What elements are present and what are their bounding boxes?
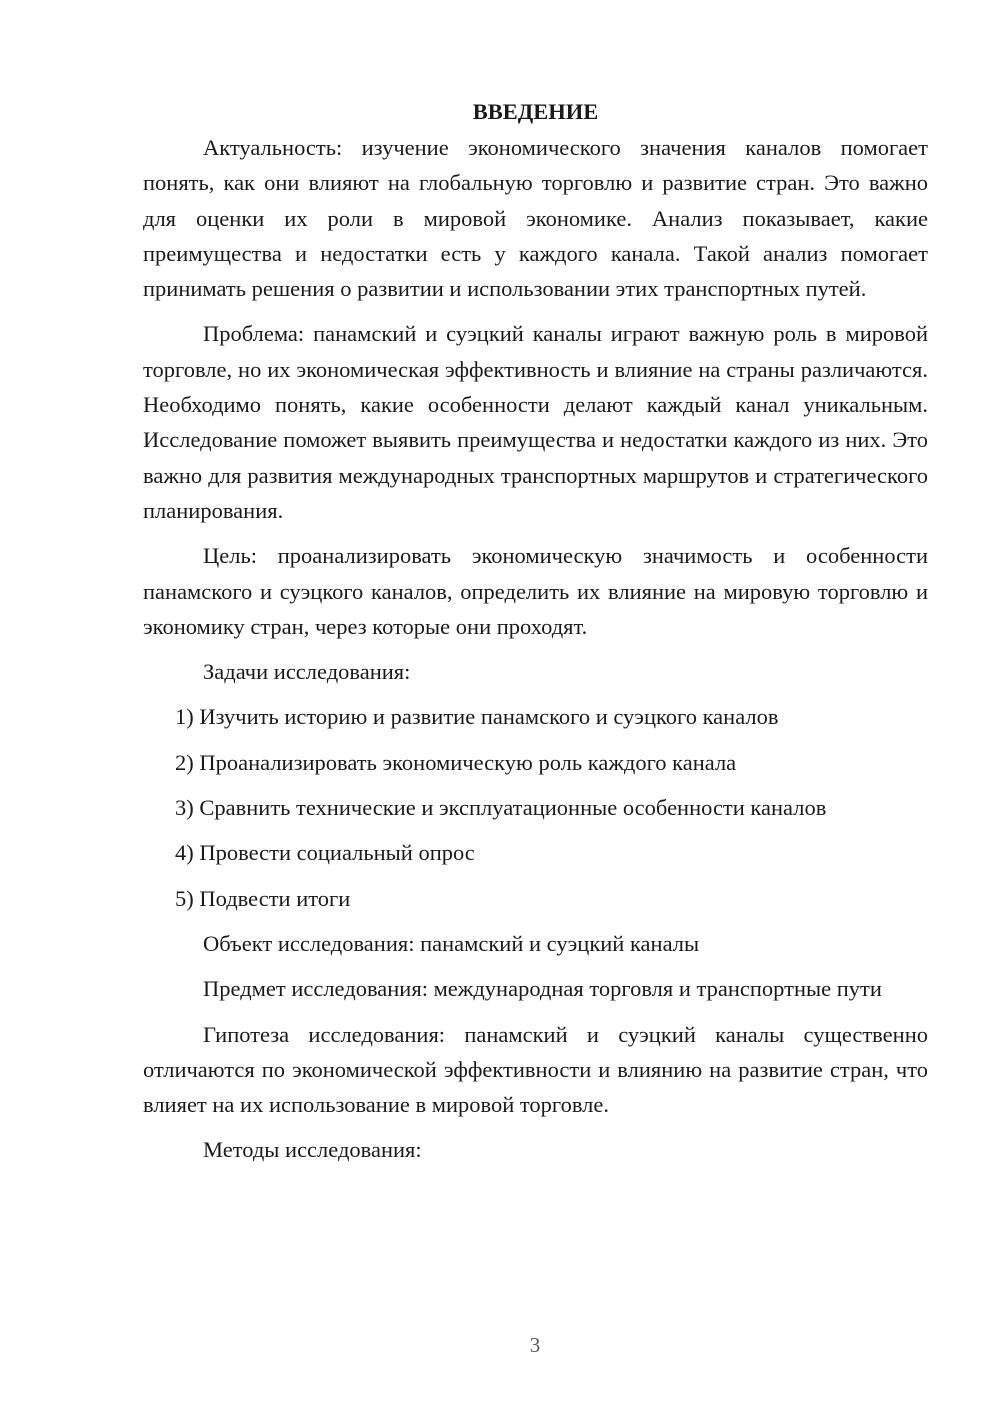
- page-number: 3: [529, 1333, 541, 1357]
- list-item: 2) Проанализировать экономическую роль каждого канала: [175, 749, 737, 775]
- list-item: 3) Сравнить технические и эксплуатационные особенности каналов: [175, 795, 827, 821]
- subject-paragraph: Предмет исследования: международная торговля и транспортные пути: [203, 976, 882, 1002]
- page-content: [143, 94, 928, 1178]
- list-item: 1) Изучить историю и развитие панамского и суэцкого каналов: [175, 704, 779, 730]
- list-item: 4) Провести социальный опрос: [175, 840, 475, 866]
- methods-heading: Методы исследования:: [203, 1137, 422, 1163]
- tasks-list: [143, 699, 928, 915]
- tasks-heading: Задачи исследования:: [203, 659, 411, 685]
- relevance-paragraph: Актуальность: изучение экономического значения каналов помогает понять, как они влияют на глобальную торговлю и развитие стран. Это важно для оценки их роли в мировой экономике. Анализ показывает, какие преимущества и недостатки есть у каждого канала. Такой анализ помогает принимать решения о развитии и использовании этих транспортных путей.: [143, 135, 928, 302]
- object-paragraph: Объект исследования: панамский и суэцкий каналы: [203, 930, 700, 956]
- list-item: 5) Подвести итоги: [175, 885, 351, 911]
- section-title: ВВЕДЕНИЕ: [472, 99, 599, 124]
- hypothesis-paragraph: Гипотеза исследования: панамский и суэцкий каналы существенно отличаются по экономической эффективности и влиянию на развитие стран, что влияет на их использование в мировой торговле.: [143, 1021, 928, 1118]
- problem-paragraph: Проблема: панамский и суэцкий каналы играют важную роль в мировой торговле, но их экономическая эффективность и влияние на страны различаются. Необходимо понять, какие особенности делают каждый канал уникальным. Исследование поможет выявить преимущества и недостатки каждого из них. Это важно для развития международных транспортных маршрутов и стратегического планирования.: [143, 321, 928, 523]
- goal-paragraph: Цель: проанализировать экономическую значимость и особенности панамского и суэцкого каналов, определить их влияние на мировую торговлю и экономику стран, через которые они проходят.: [143, 543, 928, 639]
